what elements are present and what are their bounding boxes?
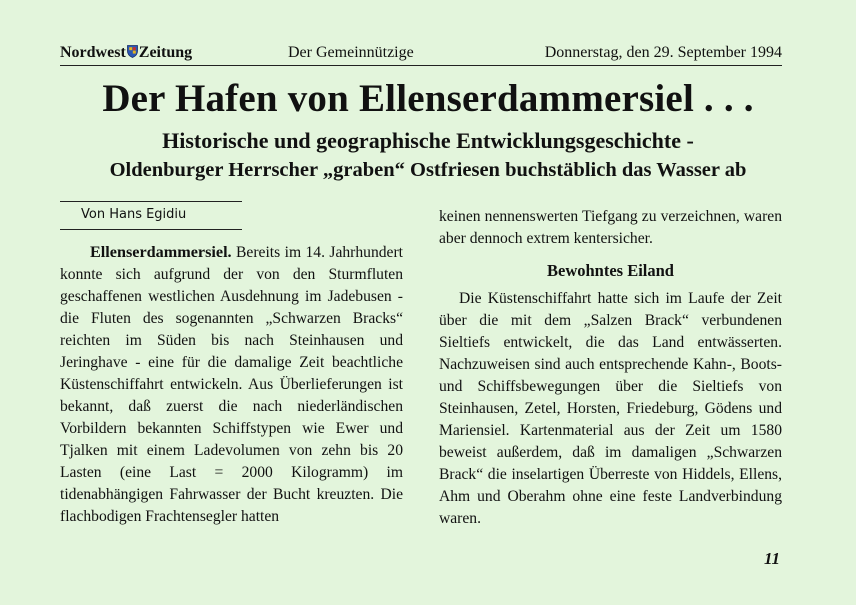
col1-body: Bereits im 14. Jahrhundert konnte sich aufgrund der von den Sturmfluten geschaffenen westlichen Ausdehnung im Jadebusen - die Fluten des sogenannten „Schwarzen Bracks“ reichten im Süden bis nach Steinhausen und Jeringhave - eine für die damalige Zeit beachtliche Küstenschiffahrt entwickeln. Aus Überlieferungen ist bekannt, daß zuerst die nach niederländischen Vorbildern bekannten Schiffstypen wie Ewer und Tjalken mit einem Ladevolumen von zehn bis 20 Lasten (eine Last = 2000 Kilogramm) im tidenabhängigen Fahrwasser der Bucht kreuzten. Die flachbodigen Frachtensegler hatten: [60, 244, 403, 525]
article-headline: Der Hafen von Ellenserdammersiel . . .: [102, 77, 754, 120]
newspaper-brand: [60, 44, 192, 62]
section-name: Der Gemeinnützige: [288, 44, 414, 61]
brand-name-right: Zeitung: [138, 44, 193, 61]
article-subheadline-1: Historische und geographische Entwicklungsgeschichte -: [162, 128, 694, 153]
section-heading: Bewohntes Eiland: [547, 261, 674, 280]
byline: Von Hans Egidiu: [81, 207, 187, 222]
article-column-right: [439, 206, 782, 530]
column-continuation: keinen nennenswerten Tiefgang zu verzeichnen, waren aber dennoch extrem kentersicher.: [439, 208, 782, 247]
masthead: [60, 43, 782, 66]
byline-rule-top: [60, 201, 242, 202]
page-number: 11: [764, 549, 781, 568]
article-column-left: [60, 241, 403, 528]
brand-name-left: Nordwest: [60, 44, 126, 61]
byline-rule-bottom: [60, 229, 242, 230]
article-subheadline-2: Oldenburger Herrscher „graben“ Ostfriesen buchstäblich das Wasser ab: [109, 159, 747, 181]
article-paragraph-1: [60, 241, 403, 528]
issue-date: Donnerstag, den 29. September 1994: [544, 44, 782, 61]
lead-word: Ellenserdammersiel.: [90, 243, 232, 261]
coat-of-arms-icon: [127, 45, 138, 58]
article-paragraph-2: Die Küstenschiffahrt hatte sich im Laufe der Zeit über die mit dem „Salzen Brack“ verbundenen Sieltiefs entwickelt, die das Land entwässerten. Nachzuweisen sind auch entsprechende Kahn-, Boots- und Schiffsbewegungen über die Sieltiefs von Steinhausen, Zetel, Horsten, Friedeburg, Gödens und Mariensiel. Kartenmaterial aus der Zeit um 1580 beweist außerdem, daß im damaligen „Schwarzen Brack“ die inselartigen Überreste von Hiddels, Ellens, Ahm und Oberahm ohne eine feste Landverbindung waren.: [439, 290, 782, 527]
